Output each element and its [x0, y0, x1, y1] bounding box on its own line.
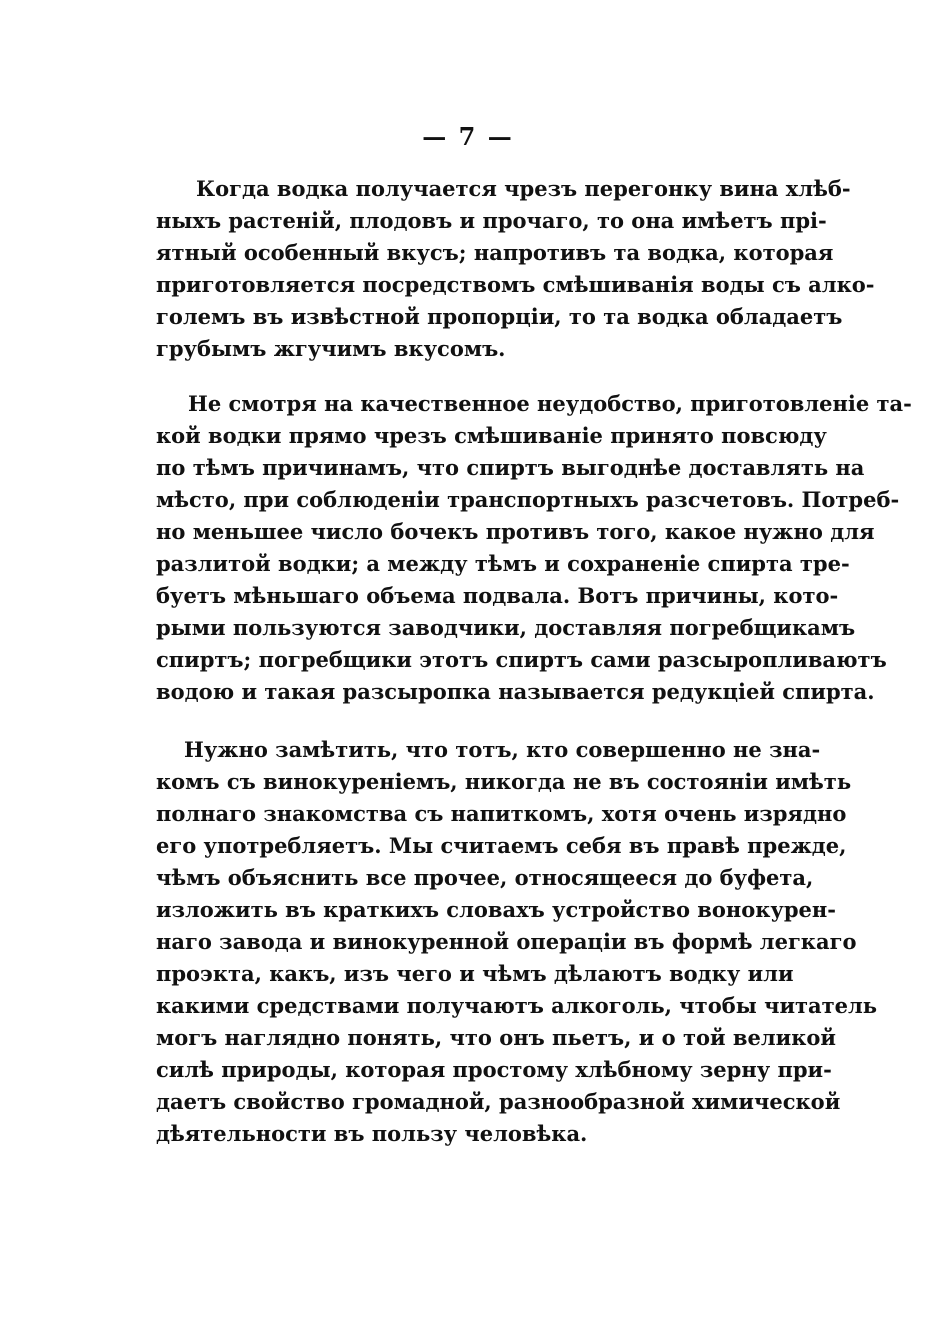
text-line: спиртъ; погребщики этотъ спиртъ сами разсыропливаютъ: [156, 647, 887, 672]
paragraph-1: [156, 173, 875, 365]
text-line: его употребляетъ. Мы считаемъ себя въ правѣ прежде,: [156, 833, 847, 858]
text-line: комъ съ винокуреніемъ, никогда не въ состояніи имѣть: [156, 769, 852, 794]
text-line: ятный особенный вкусъ; напротивъ та водка, которая: [156, 240, 834, 265]
text-line: но меньшее число бочекъ противъ того, какое нужно для: [156, 519, 875, 544]
text-line: Когда водка получается чрезъ перегонку вина хлѣб-: [196, 176, 851, 201]
paragraph-2: [156, 388, 912, 708]
text-line: могъ наглядно понять, что онъ пьетъ, и о той великой: [156, 1025, 836, 1050]
page-number: — 7 —: [422, 122, 514, 151]
text-line: Не смотря на качественное неудобство, приготовленіе та-: [188, 391, 912, 416]
text-line: рыми пользуются заводчики, доставляя погребщикамъ: [156, 615, 856, 640]
text-line: какими средствами получаютъ алкоголь, чтобы читатель: [156, 993, 878, 1018]
text-line: мѣсто, при соблюденіи транспортныхъ разсчетовъ. Потреб-: [156, 487, 900, 512]
text-line: по тѣмъ причинамъ, что спиртъ выгоднѣе доставлять на: [156, 455, 865, 480]
text-line: полнаго знакомства съ напиткомъ, хотя очень изрядно: [156, 801, 847, 826]
paragraph-3: [156, 734, 878, 1150]
text-line: ныхъ растеній, плодовъ и прочаго, то она имѣетъ прі-: [156, 208, 827, 233]
text-line: силѣ природы, которая простому хлѣбному зерну при-: [156, 1057, 832, 1082]
text-line: изложить въ краткихъ словахъ устройство вонокурен-: [156, 897, 836, 922]
text-line: големъ въ извѣстной пропорціи, то та водка обладаетъ: [156, 304, 843, 329]
text-line: проэкта, какъ, изъ чего и чѣмъ дѣлаютъ водку или: [156, 961, 794, 986]
text-line: чѣмъ объяснить все прочее, относящееся до буфета,: [156, 865, 814, 890]
text-line: грубымъ жгучимъ вкусомъ.: [156, 336, 506, 361]
text-line: приготовляется посредствомъ смѣшиванія воды съ алко-: [156, 272, 875, 297]
text-line: наго завода и винокуренной операціи въ формѣ легкаго: [156, 929, 857, 954]
text-line: водою и такая разсыропка называется редукціей спирта.: [156, 679, 875, 704]
text-line: разлитой водки; а между тѣмъ и сохраненіе спирта тре-: [156, 551, 850, 576]
text-line: кой водки прямо чрезъ смѣшиваніе принято повсюду: [156, 423, 827, 448]
text-line: даетъ свойство громадной, разнообразной химической: [156, 1089, 841, 1114]
text-line: буетъ мѣньшаго объема подвала. Вотъ причины, кото-: [156, 583, 839, 608]
text-line: Нужно замѣтить, что тотъ, кто совершенно не зна-: [184, 737, 821, 762]
text-line: дѣятельности въ пользу человѣка.: [156, 1121, 588, 1146]
